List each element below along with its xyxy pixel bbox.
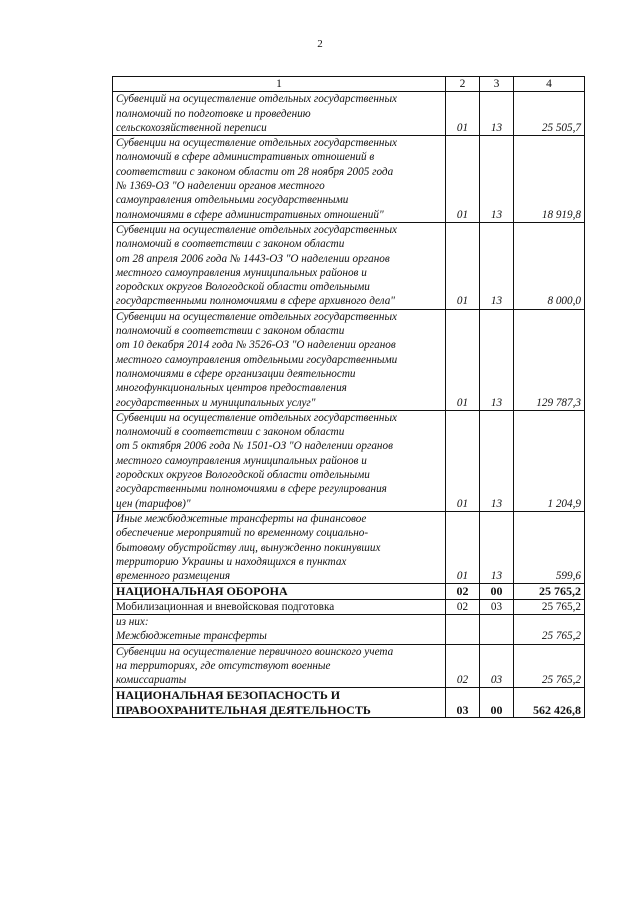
amount: 8 000,0 <box>514 222 585 309</box>
description-line: Субвенции на осуществление отдельных государственных <box>116 223 398 236</box>
row-description <box>113 136 446 223</box>
description-line: территорию Украины и находящихся в пунктах <box>116 555 347 568</box>
description-line: № 1369-ОЗ "О наделении органов местного <box>116 180 325 193</box>
description-line: полномочий по подготовке и проведению <box>116 107 311 120</box>
description-line: Субвенции на осуществление отдельных государственных <box>116 411 398 424</box>
table-header-row <box>113 77 585 92</box>
row-description <box>113 511 446 583</box>
table-row <box>113 511 585 583</box>
description-line: полномочий в соответствии с законом области <box>116 238 345 251</box>
table-row <box>113 644 585 688</box>
row-description <box>113 599 446 614</box>
description-line: от 10 декабря 2014 года № 3526-ОЗ "О наделении органов <box>116 339 396 352</box>
description-line: полномочий в сфере административных отношений в <box>116 151 375 164</box>
description-line: Мобилизационная и вневойсковая подготовка <box>116 600 335 613</box>
budget-table <box>112 76 585 718</box>
table-row <box>113 136 585 223</box>
description-line: полномочий в соответствии с законом области <box>116 426 345 439</box>
description-line: соответствии с законом области от 28 ноября 2005 года <box>116 165 394 178</box>
row-description <box>113 92 446 136</box>
description-line: комиссариаты <box>116 674 187 687</box>
table-row <box>113 410 585 511</box>
section-code: 01 <box>446 136 480 223</box>
description-line: местного самоуправления муниципальных районов и <box>116 266 367 279</box>
subsection-code: 00 <box>480 584 514 599</box>
description-line: полномочий в соответствии с законом области <box>116 325 345 338</box>
subsection-code: 13 <box>480 309 514 410</box>
description-line: городских округов Вологодской области отдельными <box>116 469 370 482</box>
amount: 599,6 <box>514 511 585 583</box>
row-description <box>113 614 446 644</box>
description-line: на территориях, где отсутствуют военные <box>116 659 331 672</box>
description-line: городских округов Вологодской области отдельными <box>116 281 370 294</box>
description-line: самоуправления отдельными государственными <box>116 194 349 207</box>
amount: 18 919,8 <box>514 136 585 223</box>
description-line: обеспечение мероприятий по временному социально- <box>116 527 369 540</box>
amount: 562 426,8 <box>514 688 585 718</box>
description-line: НАЦИОНАЛЬНАЯ БЕЗОПАСНОСТЬ И <box>116 688 341 703</box>
description-line: многофункциональных центров предоставления <box>116 382 347 395</box>
description-line: Субвенции на осуществление первичного воинского учета <box>116 645 394 658</box>
description-line: Субвенций на осуществление отдельных государственных <box>116 93 398 106</box>
row-description <box>113 644 446 688</box>
section-code: 02 <box>446 584 480 599</box>
description-line: ПРАВООХРАНИТЕЛЬНАЯ ДЕЯТЕЛЬНОСТЬ <box>116 702 371 717</box>
description-line: полномочиями в сфере административных отношений" <box>116 208 384 221</box>
subsection-code: 13 <box>480 136 514 223</box>
section-code: 01 <box>446 410 480 511</box>
subsection-code: 03 <box>480 599 514 614</box>
description-line: от 28 апреля 2006 года № 1443-ОЗ "О наделении органов <box>116 252 390 265</box>
amount: 1 204,9 <box>514 410 585 511</box>
description-line: Межбюджетные трансферты <box>116 630 267 643</box>
header-col-4: 4 <box>514 77 585 92</box>
section-code: 01 <box>446 92 480 136</box>
row-description <box>113 584 446 599</box>
table-row <box>113 688 585 718</box>
subsection-code: 13 <box>480 410 514 511</box>
description-line: бытовому обустройству лиц, вынужденно покинувших <box>116 541 381 554</box>
description-line: из них: <box>116 615 149 628</box>
table-row <box>113 92 585 136</box>
description-line: НАЦИОНАЛЬНАЯ ОБОРОНА <box>116 584 288 599</box>
description-line: от 5 октября 2006 года № 1501-ОЗ "О наделении органов <box>116 440 393 453</box>
row-description <box>113 222 446 309</box>
description-line: Иные межбюджетные трансферты на финансовое <box>116 512 367 525</box>
subsection-code: 00 <box>480 688 514 718</box>
section-code: 02 <box>446 644 480 688</box>
subsection-code: 13 <box>480 222 514 309</box>
amount: 129 787,3 <box>514 309 585 410</box>
table-row <box>113 614 585 644</box>
description-line: местного самоуправления муниципальных районов и <box>116 454 367 467</box>
description-line: временного размещения <box>116 570 231 583</box>
subsection-code: 13 <box>480 511 514 583</box>
description-line: Субвенции на осуществление отдельных государственных <box>116 310 398 323</box>
description-line: сельскохозяйственной переписи <box>116 121 267 134</box>
description-line: Субвенции на осуществление отдельных государственных <box>116 137 398 150</box>
table-row <box>113 584 585 599</box>
table-row <box>113 599 585 614</box>
section-code: 01 <box>446 222 480 309</box>
header-col-1: 1 <box>113 77 446 92</box>
section-code: 02 <box>446 599 480 614</box>
description-line: государственными полномочиями в сфере архивного дела" <box>116 295 395 308</box>
description-line: государственными полномочиями в сфере регулирования <box>116 483 387 496</box>
section-code <box>446 614 480 644</box>
section-code: 01 <box>446 309 480 410</box>
row-description <box>113 688 446 718</box>
table-row <box>113 309 585 410</box>
amount: 25 765,2 <box>514 599 585 614</box>
amount: 25 505,7 <box>514 92 585 136</box>
subsection-code <box>480 614 514 644</box>
section-code: 03 <box>446 688 480 718</box>
subsection-code: 03 <box>480 644 514 688</box>
row-description <box>113 309 446 410</box>
header-col-3: 3 <box>480 77 514 92</box>
description-line: цен (тарифов)" <box>116 497 191 510</box>
row-description <box>113 410 446 511</box>
amount: 25 765,2 <box>514 644 585 688</box>
amount: 25 765,2 <box>514 614 585 644</box>
description-line: государственных и муниципальных услуг" <box>116 396 316 409</box>
table-row <box>113 222 585 309</box>
header-col-2: 2 <box>446 77 480 92</box>
section-code: 01 <box>446 511 480 583</box>
description-line: местного самоуправления отдельными государственными <box>116 353 398 366</box>
amount: 25 765,2 <box>514 584 585 599</box>
description-line: полномочиями в сфере организации деятельности <box>116 367 356 380</box>
subsection-code: 13 <box>480 92 514 136</box>
page-number: 2 <box>317 38 323 50</box>
